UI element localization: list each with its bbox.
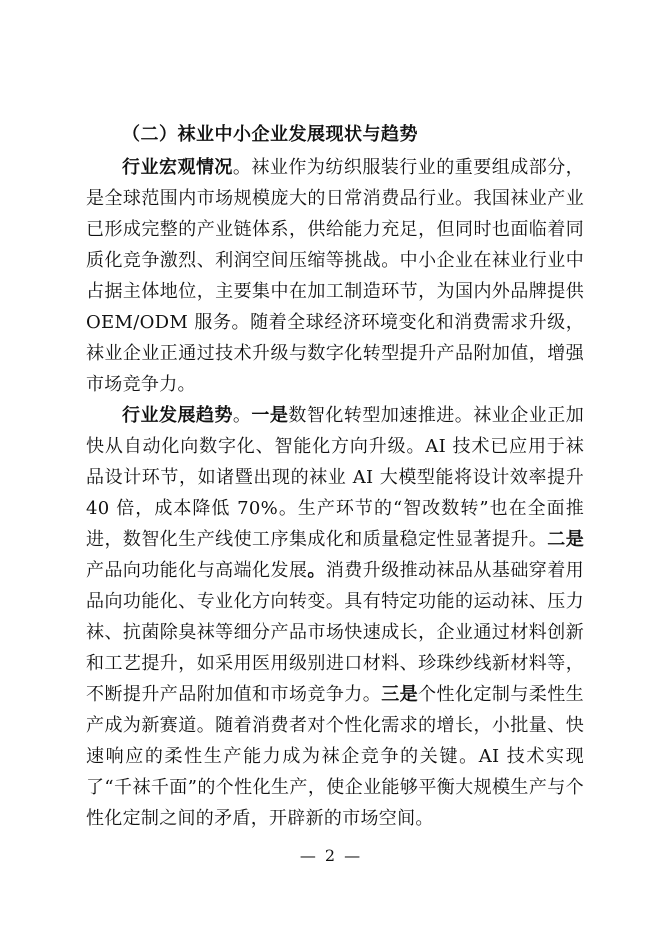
trend-second-rest: 消费升级推动袜品从基础穿着用品向功能化、专业化方向转变。具有特定功能的运动袜、压力袜、抗菌除臭袜等细分产品市场快速成长，企业通过材料创新和工艺提升，如采用医用级别进口材料、珍珠纱线新材料等，不断提升产品附加值和市场竞争力。 [86, 560, 584, 705]
macro-lead: 行业宏观情况 [122, 157, 233, 178]
section-heading: （二）袜业中小企业发展现状与趋势 [122, 124, 418, 145]
trend-second-label: 二是 [547, 529, 584, 550]
page-number: — 2 — [299, 846, 363, 865]
trend-paragraph [86, 400, 584, 834]
trend-third-text: 个性化定制与柔性生产成为新赛道。随着消费者对个性化需求的增长，小批量、快速响应的柔性生产能力成为袜企竞争的关键。AI 技术实现了“千袜千面”的个性化生产，使企业能够平衡大规模生产与个性化定制之间的矛盾，开辟新的市场空间。 [86, 684, 584, 829]
macro-paragraph [86, 152, 584, 400]
trend-second-text: 产品向功能化与高端化发展 [86, 560, 308, 581]
trend-separator: 。 [232, 405, 252, 426]
trend-third-label: 三是 [381, 684, 419, 705]
macro-body: 。袜业作为纺织服装行业的重要组成部分，是全球范围内市场规模庞大的日常消费品行业。我国袜业产业已形成完整的产业链体系，供给能力充足，但同时也面临着同质化竞争激烈、利润空间压缩等挑战。中小企业在袜业行业中占据主体地位，主要集中在加工制造环节，为国内外品牌提供 OEM/ODM 服务。随着全球经济环境变化和消费需求升级，袜业企业正通过技术升级与数字化转型提升产品附加值，增强市场竞争力。 [86, 157, 584, 395]
trend-first-label: 一是 [251, 405, 289, 426]
trend-first-text: 数智化转型加速推进。袜业企业正加快从自动化向数字化、智能化方向升级。AI 技术已应用于袜品设计环节，如诸暨出现的袜业 AI 大模型能将设计效率提升 40 倍，成本降低 70%。生产环节的“智改数转”也在全面推进，数智化生产线使工序集成化和质量稳定性显著提升。 [86, 405, 584, 550]
trend-lead: 行业发展趋势 [122, 405, 233, 426]
trend-second-period: 。 [307, 560, 326, 581]
